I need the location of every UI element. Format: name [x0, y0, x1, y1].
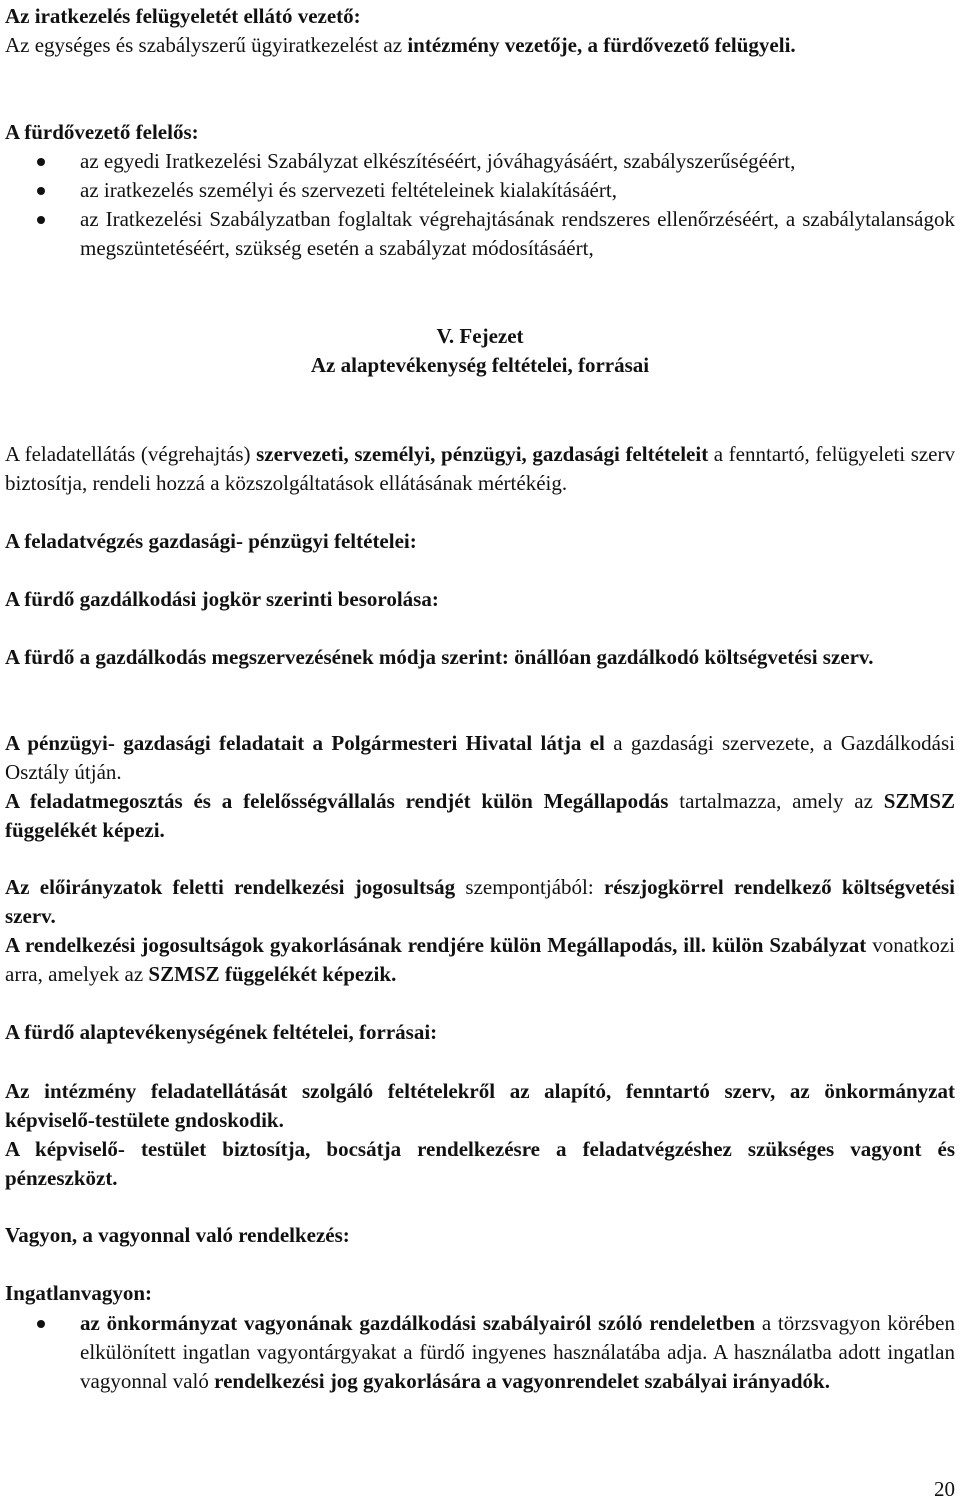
classification-heading: A fürdő gazdálkodási jogkör szerinti besorolása: [5, 587, 439, 611]
responsibility-heading-block [5, 118, 955, 147]
funding-paragraph: A feladatellátás (végrehajtás) szervezeti, személyi, pénzügyi, gazdasági feltételeit a fenntartó, felügyeleti szerv biztosítja, rendeli hozzá a közszolgáltatások ellátásának mértékéig. [5, 442, 955, 495]
list-item: az egyedi Iratkezelési Szabályzat elkészítéséért, jóváhagyásáért, szabályszerűségéért, [5, 147, 955, 176]
responsibility-list [5, 147, 955, 263]
disposal-rights-paragraph: A rendelkezési jogosultságok gyakorlásának rendjére külön Megállapodás, ill. külön Szabályzat vonatkozi arra, amelyek az SZMSZ függelékét képezik. [5, 933, 956, 986]
responsibility-heading: A fürdővezető felelős: [5, 120, 199, 144]
bullet-icon [37, 158, 45, 166]
list-item: az Iratkezelési Szabályzatban foglaltak végrehajtásának rendszeres ellenőrzéséért, a szabálytalanságok megszüntetéséért, szükség esetén a szabályzat módosításáért, [5, 205, 955, 263]
real-estate-list [5, 1309, 955, 1396]
mayor-office-paragraph: A pénzügyi- gazdasági feladatait a Polgármesteri Hivatal látja el a gazdasági szervezete, a Gazdálkodási Osztály útján. [5, 731, 955, 784]
list-item: az iratkezelés személyi és szervezeti feltételeinek kialakításáért, [5, 176, 955, 205]
supervision-heading: Az iratkezelés felügyeletét ellátó vezető: [5, 4, 361, 28]
chapter-number: V. Fejezet [436, 324, 524, 348]
supervision-section [5, 2, 955, 60]
basic-activity-heading: A fürdő alaptevékenységének feltételei, forrásai: [5, 1020, 438, 1044]
economic-conditions-heading: A feladatvégzés gazdasági- pénzügyi feltételei: [5, 529, 417, 553]
supervision-text: Az egységes és szabályszerű ügyiratkezelést az intézmény vezetője, a fürdővezető felügyeli. [5, 33, 796, 57]
bullet-icon [37, 1320, 45, 1328]
page-number: 20 [934, 1477, 955, 1501]
council-paragraph: A képviselő- testület biztosítja, bocsátja rendelkezésre a feladatvégzéshez szükséges vagyont és pénzeszközt. [5, 1137, 955, 1190]
list-item: az önkormányzat vagyonának gazdálkodási szabályairól szóló rendeletben a törzsvagyon körében elkülönített ingatlan vagyontárgyakat a fürdő ingyenes használatába adja. A használatba adott ingatlan vagyonnal való rendelkezési jog gyakorlására a vagyonrendelet szabályai irányadók. [5, 1309, 955, 1396]
chapter-heading [5, 322, 955, 380]
real-estate-heading: Ingatlanvagyon: [5, 1281, 153, 1305]
bullet-icon [37, 216, 45, 224]
bullet-icon [37, 187, 45, 195]
institution-paragraph: Az intézmény feladatellátását szolgáló feltételekről az alapító, fenntartó szerv, az önkormányzat képviselő-testülete gndoskodik. [5, 1079, 955, 1132]
appropriations-paragraph: Az előirányzatok feletti rendelkezési jogosultság szempontjából: részjogkörrel rendelkező költségvetési szerv. [5, 875, 955, 928]
task-sharing-paragraph: A feladatmegosztás és a felelősségvállalás rendjét külön Megállapodás tartalmazza, amely az SZMSZ függelékét képezi. [5, 789, 955, 842]
assets-heading: Vagyon, a vagyonnal való rendelkezés: [5, 1223, 350, 1247]
classification-paragraph: A fürdő a gazdálkodás megszervezésének módja szerint: önállóan gazdálkodó költségvetési szerv. [5, 645, 874, 669]
chapter-title: Az alaptevékenység feltételei, forrásai [310, 353, 650, 377]
